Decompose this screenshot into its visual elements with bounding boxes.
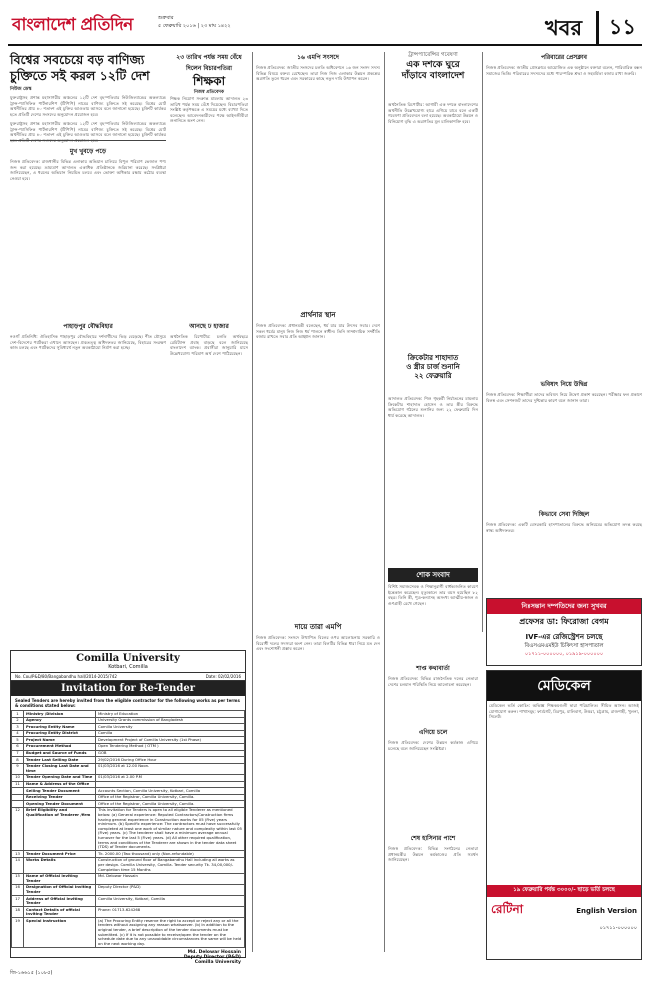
tender-row-number: 17 (12, 896, 24, 907)
bhobishyot-headline: ভবিষ্যৎ নিয়ে উদ্বিগ্ন (540, 381, 588, 388)
tender-row (12, 757, 245, 764)
tender-row (12, 717, 245, 724)
tender-row-value: University Grants commission of Bangladesh (96, 717, 245, 724)
sikkha-body-col (170, 96, 248, 314)
tender-row (12, 884, 245, 895)
tender-row-number (12, 794, 24, 801)
tender-row-value (96, 781, 245, 788)
tender-signature (11, 948, 245, 967)
tender-row-value: Comilla (96, 730, 245, 737)
bangladesh-headline-1: এক দশকে ঘুরে (406, 60, 460, 70)
pradhan-body: নিজস্ব প্রতিবেদক: প্রধানমন্ত্রী বলেছেন, ধর্ম যার যার উৎসব সবার। দেশে সকল ধর্মের মানুষ নিজ নিজ ধর্ম পালনে স্বাধীন। তিনি সাম্প্রদায়িক সম্প্রীতি বজায় রাখতে সবার প্রতি আহ্বান জানান। (256, 323, 380, 340)
divider (10, 140, 166, 141)
tender-row-label: Tender Closing Last Date and time (24, 763, 96, 774)
tender-row-number: 14 (12, 857, 24, 873)
fertility-ad-top: নিঃসন্তান দম্পতিদের জন্য সুখবর (487, 599, 641, 614)
tender-row-value: Office of the Registrar, Comilla University, Comilla. (96, 801, 245, 808)
lead-byline: নিউজ ডেস্ক (10, 87, 32, 92)
tender-row-number: 15 (12, 873, 24, 884)
tender-row-label: Ministry /Division (24, 711, 96, 718)
tender-notice (10, 650, 246, 965)
tender-row-value: Construction of ground floor of Bangabandhu Hall including all works as per design. Comilla University, Comilla. Tender security Tk. 34,00,000/- Completion time 15 Months (96, 857, 245, 873)
tender-org: Comilla University (76, 653, 180, 664)
cricket-body: আদালত প্রতিবেদক: শিশু গৃহকর্মী নির্যাতনের মামলায় ক্রিকেটার শাহাদাত হোসেন ও তার স্ত্রীর বিরুদ্ধে অভিযোগ গঠনের শুনানির জন্য ২২ ফেব্রুয়ারি দিন ধার্য করেছে আদালত। (388, 396, 478, 418)
cricket-story (388, 354, 478, 394)
shanto-body: নিজস্ব প্রতিবেদক: বিভিন্ন রাজনৈতিক দলের নেতারা দেশের চলমান পরিস্থিতি নিয়ে আলোচনা করেছেন। (388, 676, 478, 687)
pahar-story (10, 318, 166, 426)
tender-row-value: Accounts Section, Comilla University, Kotbari, Comilla (96, 788, 245, 795)
mukh-body: নিজস্ব প্রতিবেদক: রাজধানীর বিভিন্ন এলাকায় অভিযান চালিয়ে বিপুল পরিমাণ ভেজাল পণ্য জব্দ করা হয়েছে। ভ্রাম্যমাণ আদালত একাধিক প্রতিষ্ঠানকে জরিমানা করেছে। সংশ্লিষ্টরা জানিয়েছেন, এ ধরনের অভিযান নিয়মিত চলবে এবং ভোক্তা অধিকার রক্ষায় কঠোর ব্যবস্থা নেওয়া হবে। (10, 159, 166, 181)
sikkha-byline: নিজস্ব প্রতিবেদক (193, 90, 225, 95)
newspaper-logo: বাংলাদেশ প্রতিদিন (12, 15, 133, 35)
tender-signature-title: Deputy Director (P&D) (183, 954, 241, 960)
issue-date (158, 14, 231, 30)
pradhan-story (256, 306, 380, 616)
bangladesh-body: অর্থনৈতিক রিপোর্টার: আগামী এক দশকে বাংলাদেশের অর্থনীতি উল্লেখযোগ্য হারে এগিয়ে যাবে বলে একটি গবেষণা প্রতিবেদনে বলা হয়েছে। অবকাঠামো উন্নয়ন ও বিনিয়োগ বৃদ্ধি এ অগ্রগতির মূল চালিকাশক্তি হবে। (388, 102, 478, 124)
fertility-ad-line-2: বিএসএমএমইউ চিকিৎসা হাসপাতাল (524, 643, 604, 649)
tender-row (12, 851, 245, 858)
mukh-story (10, 143, 166, 315)
poribar-kicker: পরিবারের প্রেসক্লাব (541, 54, 587, 61)
tender-row (12, 743, 245, 750)
tender-row-label: Procurement Method (24, 743, 96, 750)
tender-row-number: 16 (12, 884, 24, 895)
tender-row (12, 737, 245, 744)
lead-headline-1: বিশ্বের সবচেয়ে বড় বাণিজ্য (10, 52, 145, 67)
tender-row-label: Tender Document Price (24, 851, 96, 858)
tender-row-value: Development Project of Comilla University (1st Phase) (96, 737, 245, 744)
tender-row-label: Name & Address of the Office (24, 781, 96, 788)
shok-title: শোক সংবাদ (388, 568, 478, 582)
tender-row-label: Budget and Source of Funds (24, 750, 96, 757)
tender-row (12, 907, 245, 918)
column-divider (482, 52, 483, 632)
tender-row (12, 794, 245, 801)
tender-row (12, 781, 245, 788)
tender-row-label: Procuring Entity District (24, 730, 96, 737)
agiye-story (388, 724, 478, 828)
agiye-headline: এগিয়ে চলে (418, 729, 448, 736)
mp-tar-story (256, 618, 380, 958)
tender-row-number: 3 (12, 724, 24, 731)
sikkha-body: শিক্ষক নিয়োগ সংক্রান্ত মামলায় আদালত ২৩ তারিখ পর্যন্ত সময় বেঁধে দিয়েছেন। বিচারপতিরা সংশ্লিষ্ট কর্তৃপক্ষকে এ সময়ের মধ্যে ব্যাখ্যা দিতে বলেছেন। আবেদনকারীদের পক্ষে আইনজীবীরা শুনানিতে অংশ নেন। (170, 96, 248, 124)
tender-table (11, 710, 245, 948)
mp-news-body: নিজস্ব প্রতিবেদক: জাতীয় সংসদের চলতি অধিবেশনে ১৬ জন সংসদ সদস্য বিভিন্ন বিষয়ে বক্তব্য রেখেছেন। তারা নিজ নিজ এলাকার উন্নয়ন প্রকল্পের অগ্রগতি তুলে ধরেন এবং সরকারের কাছে নতুন দাবি উত্থাপন করেন। (256, 65, 380, 82)
issue-day: শুক্রবার (158, 15, 174, 21)
tender-row-value: GOB (96, 750, 245, 757)
tender-row-value: Comilla University, Kotbari, Comilla (96, 896, 245, 907)
medical-ad-offer: ১৯ ফেব্রুয়ারি পর্যন্ত ৩০০০/- ছাড়ে ভর্তি চলছে (487, 885, 641, 897)
bangladesh-headline-2: দাঁড়াবে বাংলাদেশ (401, 71, 465, 81)
mama-story (486, 506, 642, 596)
tender-row-label: Tender Opening Date and Time (24, 774, 96, 781)
tender-signature-org: Comilla University (194, 959, 241, 965)
tender-row-label: Opening Tender Document (24, 801, 96, 808)
fertility-ad-phone: ০১৭১১-০০০০০০, ০১৯১৯-০০০০০০ (524, 651, 604, 657)
tender-address: Kotbari, Comilla (108, 664, 148, 670)
fertility-ad-line-1: IVF-এর রেজিস্ট্রেশন চলছে (525, 633, 603, 641)
tender-row-label: Address of Official Inviting Tender (24, 896, 96, 907)
mama-headline: কিভাবে সেবা দিচ্ছিল (538, 511, 590, 518)
tender-row (12, 774, 245, 781)
tender-row-label: Tender Last Selling Date (24, 757, 96, 764)
tender-row-label: Selling Tender Document (24, 788, 96, 795)
tender-row-number: 11 (12, 781, 24, 788)
tender-memo-no: No. Cou/P&D/80/Bangabandhu hall/2014-2015/742 (15, 674, 117, 679)
tender-row-number: 8 (12, 757, 24, 764)
mukh-headline: মুখ খুবড়ে পড়ে (69, 148, 107, 155)
cricket-headline-3: ২২ ফেব্রুয়ারি (414, 372, 452, 380)
tender-row (12, 857, 245, 873)
tender-row-number: 9 (12, 763, 24, 774)
tender-row-label: Agency (24, 717, 96, 724)
sesh-story (388, 830, 478, 958)
tender-row-label: Designation of Official Inviting Tender (24, 884, 96, 895)
tender-signature-name: Md. Delowar Hossain (187, 949, 241, 955)
sesh-headline: শেষ হাসিনার পাশে (410, 835, 456, 842)
fertility-ad-doctor: প্রফেসর ডা: ফিরোজা বেগম (519, 617, 609, 626)
bhobishyot-story (486, 376, 642, 504)
tender-header (11, 651, 245, 673)
tender-row-number: 12 (12, 807, 24, 850)
shanto-story (388, 660, 478, 722)
tender-row (12, 807, 245, 850)
tender-row-number: 5 (12, 737, 24, 744)
sikkha-story (170, 52, 248, 95)
lead-body: যুক্তরাষ্ট্রসহ প্রশান্ত মহাসাগরীয় অঞ্চলের ১২টি দেশ বৃহস্পতিবার নিউজিল্যান্ডের অকল্যান্ডে ট্রান্স-প্যাসিফিক পার্টনারশিপ (টিপিপি) নামের বাণিজ্য চুক্তিতে সই করেছে। বিশ্বের মোট অর্থনীতির প্রায় ৪০ শতাংশ এই চুক্তির আওতায় আসবে বলে জানানো হয়েছে। চুক্তিটি কার্যকর হতে প্রতিটি দেশের সংসদের অনুমোদন প্রয়োজন হবে। (10, 95, 166, 117)
anse-body: অর্থনৈতিক রিপোর্টার: চলতি অর্থবছরে রেমিট্যান্স প্রবাহ বাড়ছে বলে জানিয়েছে বাংলাদেশ ব্যাংক। প্রবাসীরা জানুয়ারি মাসে উল্লেখযোগ্য পরিমাণ অর্থ দেশে পাঠিয়েছেন। (170, 334, 248, 356)
tender-title: Invitation for Re-Tender (11, 681, 245, 696)
medical-ad (486, 670, 642, 960)
tender-row-number: 10 (12, 774, 24, 781)
sikkha-headline: শিক্ষকা (192, 74, 226, 88)
poribar-body: নিজস্ব প্রতিবেদক: জাতীয় প্রেসক্লাবে আয়োজিত এক অনুষ্ঠানে বক্তারা বলেন, পারিবারিক বন্ধন সমাজের ভিত্তি। পরিবারের সদস্যদের মধ্যে পারস্পরিক শ্রদ্ধা ও সহমর্মিতা বজায় রাখা জরুরি। (486, 65, 642, 76)
tender-row-number: 1 (12, 711, 24, 718)
mp-news-kicker: ১৬ এমপি সংসদে (297, 54, 339, 61)
cricket-body-col (388, 396, 478, 566)
tender-row-value: (a) The Procuring Entity reserve the right to accept or reject any or all the tenders without assigning any reason whatsoever. (b) In addition to the original tender, a brief description of the tender documents must be submitted. (c) If it is not possible to receive/open the tender on the schedule date due to any unavoidable circumstances the same will be held on the next working day. (96, 918, 245, 948)
medical-ad-title: মেডিকেল (487, 671, 641, 701)
lead-headline-2: চুক্তিতে সই করল ১২টি দেশ (10, 68, 150, 83)
tender-row-number: 13 (12, 851, 24, 858)
lead-body-2: যুক্তরাষ্ট্রসহ প্রশান্ত মহাসাগরীয় অঞ্চলের ১২টি দেশ বৃহস্পতিবার নিউজিল্যান্ডের অকল্যান্ডে ট্রান্স-প্যাসিফিক পার্টনারশিপ (টিপিপি) নামের বাণিজ্য চুক্তিতে সই করেছে। বিশ্বের মোট অর্থনীতির প্রায় ৪০ শতাংশ এই চুক্তির আওতায় আসবে বলে জানানো হয়েছে। চুক্তিটি কার্যকর (10, 121, 166, 138)
tender-row-value: Phone: 01713-624268 (96, 907, 245, 918)
tender-row-value: 29/02/2016 During Office Hour (96, 757, 245, 764)
pahar-body: নওগাঁ প্রতিনিধি: ঐতিহাসিক পাহাড়পুর বৌদ্ধবিহারে দর্শনার্থীদের ভিড় বেড়েছে। শীত মৌসুমে দেশ-বিদেশের পর্যটকরা এখানে আসছেন। প্রত্নতত্ত্ব অধিদফতর জানিয়েছে, বিহারের সংরক্ষণ কাজ চলছে এবং পর্যটকদের সুবিধার্থে নতুন অবকাঠামো নির্মাণ করা হচ্ছে। (10, 334, 166, 351)
tender-row-label: Receiving Tender (24, 794, 96, 801)
section-name: খবর (544, 16, 582, 40)
tender-row-value: 01/03/2016 at 12.00 Noon. (96, 763, 245, 774)
cricket-headline-2: ও স্ত্রীর চার্জ শুনানি (406, 363, 460, 371)
bangladesh-kicker: ট্রান্সপ্যারেন্সির গবেষণা (408, 52, 458, 58)
issue-date-line: ৫ ফেব্রুয়ারি ২০১৬ | ২৩ মাঘ ১৪২২ (158, 23, 231, 29)
tender-row (12, 750, 245, 757)
tender-row-number: 19 (12, 918, 24, 948)
tender-row-number: 7 (12, 750, 24, 757)
tender-row (12, 730, 245, 737)
sikkha-kicker: ২৩ তারিখ পর্যন্ত সময় বেঁধে দিলেন বিচারপতিরা (176, 54, 242, 72)
tender-row (12, 724, 245, 731)
sesh-body: নিজস্ব প্রতিবেদক: বিভিন্ন সংগঠনের নেতারা প্রধানমন্ত্রীর উন্নয়ন কর্মকাণ্ডের প্রতি সমর্থন জানিয়েছেন। (388, 846, 478, 863)
fertility-ad (486, 598, 642, 666)
agiye-body: নিজস্ব প্রতিবেদক: দেশের উন্নয়ন কর্মকাণ্ড এগিয়ে চলেছে বলে জানিয়েছেন সংশ্লিষ্টরা। (388, 740, 478, 751)
tender-row (12, 873, 245, 884)
tender-row (12, 896, 245, 907)
tender-row-number: 6 (12, 743, 24, 750)
tender-row-value: Md. Delowar Hossain (96, 873, 245, 884)
tender-row-value: 01/03/2016 at 2.00 P.M (96, 774, 245, 781)
masthead (8, 6, 642, 46)
tender-row-value: Office of the Registrar, Comilla University, Comilla. (96, 794, 245, 801)
tender-intro: Sealed Tenders are hereby invited from the eligible contractor for the following works as per terms & conditions stated below: (15, 698, 240, 708)
poribar-story (486, 52, 642, 374)
tender-row-label: Procuring Entity Name (24, 724, 96, 731)
footer-code: জি-১৬৬১৫ (১০৮৫) (10, 970, 53, 976)
bangladesh-body-col (388, 102, 478, 350)
medical-ad-body: মেডিকেল ভর্তি কোচিং: অভিজ্ঞ শিক্ষকমণ্ডলী দ্বারা পরিচালিত। সীমিত আসন। আজই যোগাযোগ করুন। শাখাসমূহ: ফার্মগেট, মিরপুর, মালিবাগ, উত্তরা, চট্টগ্রাম, রাজশাহী, খুলনা, সিলেট। (489, 703, 639, 720)
medical-ad-brand: রেটিনা (491, 902, 524, 916)
tender-row-label: Works Details (24, 857, 96, 873)
tender-row-label: Contact Details of official Inviting Tender (24, 907, 96, 918)
page-number: ১১ (596, 11, 636, 46)
tender-row-value: Comilla University (96, 724, 245, 731)
tender-row-label: Brief Eligibility and Qualification of Tenderer /firm (24, 807, 96, 850)
tender-row-value: This invitation for Tenders is open to all eligible Tenderer as mentioned below: (a) General experience: Reputed Contractors/Construction firms having general experience in Construction works for 05 (Five) years minimum. (b) Specific experience: The contractors must have successfully completed at least one work of similar nature and complexity within last 05 (Five) years. (c) The tenderer shall have a minimum average annual turnover for the last 5 (Five) years. (d) All other required qualification, terms and conditions of the Tenderer are shown in the tender data sheet (TDS) of Tender documents. (96, 807, 245, 850)
medical-ad-footer (487, 897, 641, 925)
anse-story (170, 318, 248, 426)
tender-row-number: 4 (12, 730, 24, 737)
medical-ad-phone: ০১৭১১-০০০০০০ (599, 925, 637, 931)
tender-row (12, 801, 245, 808)
mp-tar-headline: দায়ে তারা এমপি (294, 623, 342, 631)
tender-row (12, 763, 245, 774)
tender-row-number (12, 801, 24, 808)
anse-headline: আনছে ঢ হাজার (189, 323, 229, 330)
lead-story (10, 52, 166, 120)
tender-row-value: Deputy Director (P&D) (96, 884, 245, 895)
column-divider (384, 52, 385, 952)
tender-row-label: Project Name (24, 737, 96, 744)
tender-row (12, 788, 245, 795)
lead-body-cont (10, 121, 166, 137)
shok-story (388, 568, 478, 658)
tender-row-number (12, 788, 24, 795)
bangladesh-story (388, 52, 478, 100)
tender-row (12, 918, 245, 948)
shok-body: বিশিষ্ট সমাজসেবক ও শিক্ষানুরাগী বার্ধক্যজনিত কারণে ইন্তেকাল করেছেন। মৃত্যুকালে তার বয়স হয়েছিল ৮২ বছর। তিনি স্ত্রী, পুত্র-কন্যাসহ অসংখ্য আত্মীয়-স্বজন ও গুণগ্রাহী রেখে গেছেন। (388, 584, 478, 606)
column-divider (252, 52, 253, 952)
mama-body: নিজস্ব প্রতিবেদক: একটি বেসরকারি হাসপাতালের বিরুদ্ধে অনিয়মের অভিযোগ তদন্ত করছে স্বাস্থ্য অধিদফতর। (486, 522, 642, 533)
mp-news-story (256, 52, 380, 304)
tender-row-number: 2 (12, 717, 24, 724)
cricket-headline-1: ক্রিকেটার শাহাদাত (407, 354, 459, 362)
tender-row-value: Tk. 2000.00 (Two thousand) only (Non-refundable) (96, 851, 245, 858)
tender-row-value: Ministry of Education (96, 711, 245, 718)
tender-memo-date: Date: 02/02/2016 (205, 674, 241, 679)
pradhan-headline: প্রার্থনার স্থান (300, 311, 336, 319)
medical-ad-english: English Version (576, 907, 637, 915)
tender-row (12, 711, 245, 718)
mp-tar-body: নিজস্ব প্রতিবেদক: সংসদে উত্থাপিত বিলের ওপর আলোচনায় সরকারি ও বিরোধী দলের সদস্যরা অংশ নেন। তারা বিলটির বিভিন্ন ধারা নিয়ে মত দেন এবং সংশোধনী প্রস্তাব করেন। (256, 635, 380, 652)
tender-ref (11, 673, 245, 681)
tender-row-label: Special Instruction (24, 918, 96, 948)
pahar-headline: পাহাড়পুর বৌদ্ধবিহার (63, 323, 113, 330)
tender-row-label: Name of Official Inviting Tender (24, 873, 96, 884)
tender-row-value: Open Tendering Method ( OTM ) (96, 743, 245, 750)
tender-row-number: 18 (12, 907, 24, 918)
shanto-headline: শাপ্ত কথাবার্তা (416, 665, 450, 672)
bhobishyot-body: নিজস্ব প্রতিবেদক: শিক্ষার্থীরা তাদের ভবিষ্যৎ নিয়ে উদ্বেগ প্রকাশ করেছেন। পরীক্ষার ফল প্রকাশে বিলম্ব এবং সেশনজট তাদের দুশ্চিন্তার কারণ বলে জানান তারা। (486, 392, 642, 403)
